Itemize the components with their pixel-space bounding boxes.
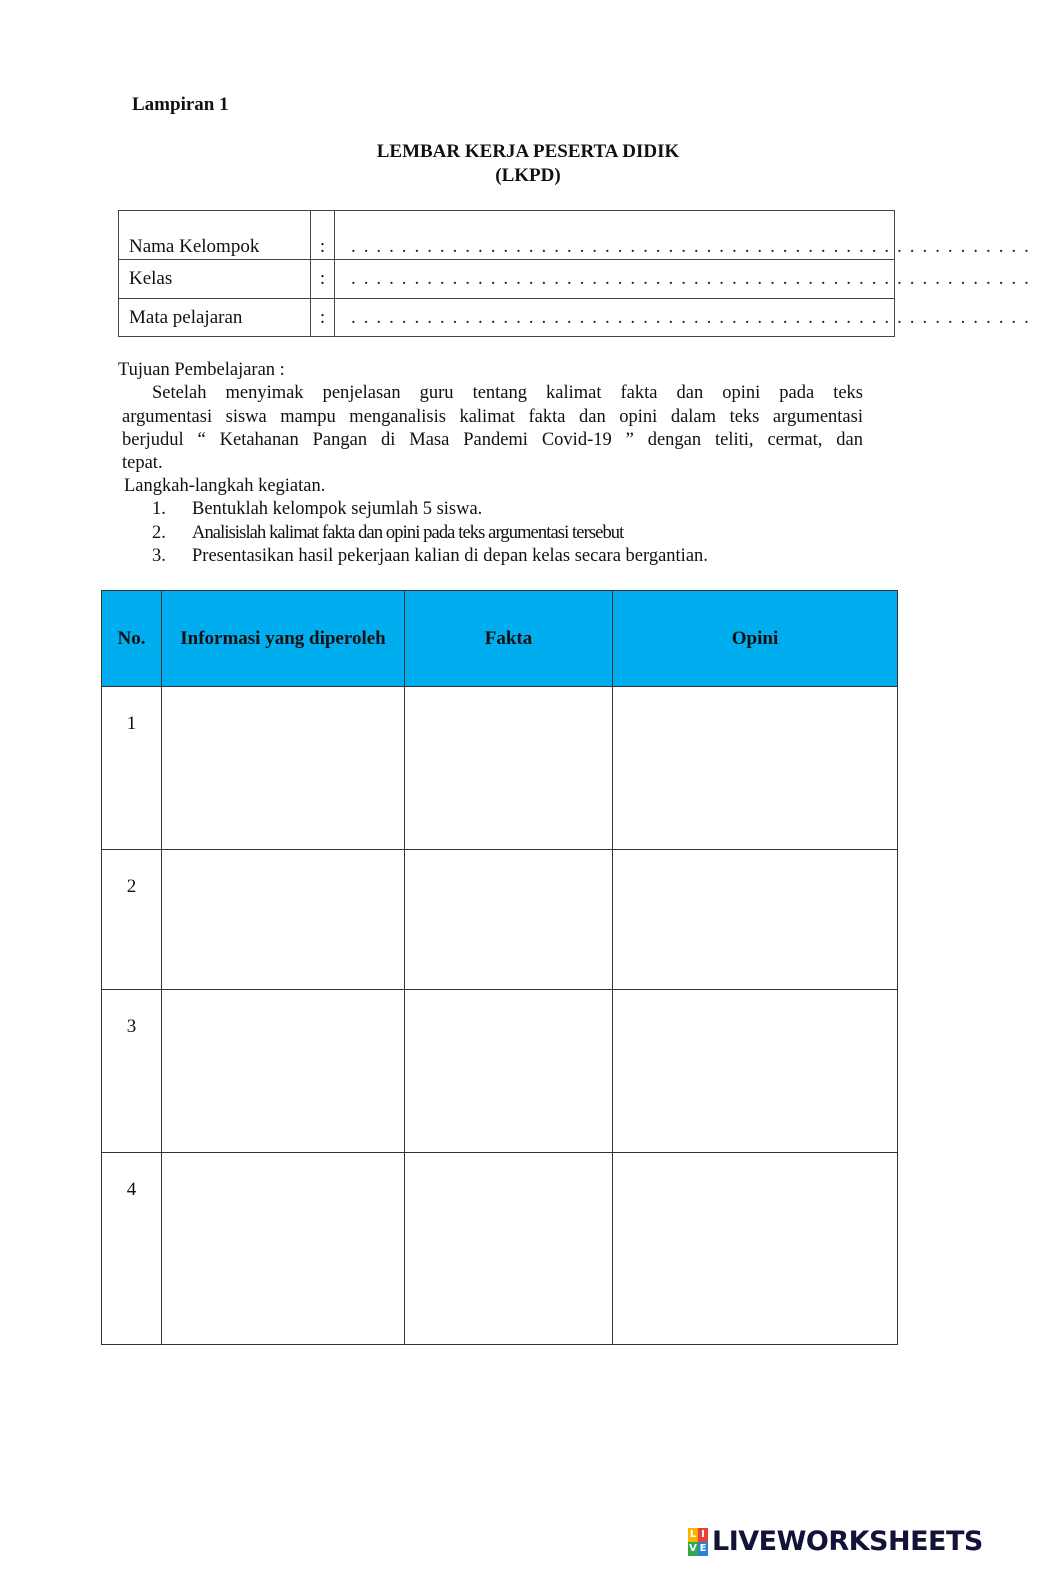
step-item: [152, 522, 708, 546]
identity-colon: :: [311, 299, 335, 337]
row-number: 1: [102, 687, 162, 850]
liveworksheets-logo: [688, 1526, 983, 1557]
row-number: 2: [102, 850, 162, 990]
information-cell[interactable]: [162, 990, 405, 1153]
identity-row-class: [119, 260, 895, 299]
identity-label: Mata pelajaran: [119, 299, 311, 337]
steps-heading: Langkah-langkah kegiatan.: [124, 476, 326, 496]
header-fact: Fakta: [405, 591, 613, 687]
opinion-cell[interactable]: [613, 1153, 898, 1345]
identity-row-subject: [119, 299, 895, 337]
fact-cell[interactable]: [405, 990, 613, 1153]
table-row: [102, 687, 898, 850]
information-cell[interactable]: [162, 850, 405, 990]
table-header-row: [102, 591, 898, 687]
live-logo-icon: [688, 1528, 708, 1556]
logo-letter: I: [698, 1528, 708, 1542]
steps-list: [152, 498, 708, 569]
information-cell[interactable]: [162, 687, 405, 850]
subject-field[interactable]: . . . . . . . . . . . . . . . . . . . . . . . . . . . . . . . . . . . . . . . . . . . . . . . . . . . . . .: [335, 299, 895, 337]
step-text: Presentasikan hasil pekerjaan kalian di depan kelas secara bergantian.: [192, 546, 708, 566]
identity-colon: :: [311, 260, 335, 299]
step-item: [152, 545, 708, 569]
opinion-cell[interactable]: [613, 850, 898, 990]
row-number: 3: [102, 990, 162, 1153]
identity-label: Kelas: [119, 260, 311, 299]
objectives-line: argumentasi siswa mampu menganalisis kalimat fakta dan opini dalam teks argumentasi: [122, 406, 863, 427]
identity-row-group-name: [119, 211, 895, 260]
logo-letter: E: [699, 1542, 707, 1554]
objectives-line: tepat.: [122, 453, 163, 473]
logo-letter: L: [689, 1528, 697, 1540]
fact-cell[interactable]: [405, 850, 613, 990]
analysis-table: [101, 590, 898, 1345]
identity-table: [118, 210, 1031, 337]
step-text: Bentuklah kelompok sejumlah 5 siswa.: [192, 499, 483, 519]
fact-cell[interactable]: [405, 687, 613, 850]
table-row: [102, 1153, 898, 1345]
lampiran-label: Lampiran 1: [132, 94, 229, 115]
table-row: [102, 850, 898, 990]
step-number: 1.: [152, 499, 166, 519]
table-row: [102, 990, 898, 1153]
row-number: 4: [102, 1153, 162, 1345]
header-opinion: Opini: [613, 591, 898, 687]
objectives-paragraph: [122, 382, 863, 453]
class-field[interactable]: . . . . . . . . . . . . . . . . . . . . . . . . . . . . . . . . . . . . . . . . . . . . . . . . . . . . . .: [335, 260, 895, 299]
opinion-cell[interactable]: [613, 687, 898, 850]
opinion-cell[interactable]: [613, 990, 898, 1153]
group-name-field[interactable]: . . . . . . . . . . . . . . . . . . . . . . . . . . . . . . . . . . . . . . . . . . . . . . . . . . . . . .: [335, 211, 895, 260]
identity-label: Nama Kelompok: [119, 211, 311, 260]
objectives-line: berjudul “ Ketahanan Pangan di Masa Pandemi Covid-19 ” dengan teliti, cermat, dan: [122, 430, 863, 450]
step-item: [152, 498, 708, 522]
objectives-heading: Tujuan Pembelajaran :: [118, 360, 285, 380]
identity-colon: :: [311, 211, 335, 260]
information-cell[interactable]: [162, 1153, 405, 1345]
objectives-line: Setelah menyimak penjelasan guru tentang kalimat fakta dan opini pada teks: [152, 383, 863, 403]
document-subtitle: (LKPD): [495, 165, 561, 186]
step-text: Analisislah kalimat fakta dan opini pada teks argumentasi tersebut: [192, 522, 624, 543]
header-information: Informasi yang diperoleh: [162, 591, 405, 687]
step-number: 2.: [152, 522, 166, 543]
fact-cell[interactable]: [405, 1153, 613, 1345]
logo-wordmark: LIVEWORKSHEETS: [712, 1526, 983, 1557]
document-title: LEMBAR KERJA PESERTA DIDIK: [376, 141, 680, 162]
step-number: 3.: [152, 546, 166, 566]
logo-letter: V: [689, 1542, 697, 1554]
header-no: No.: [102, 591, 162, 687]
